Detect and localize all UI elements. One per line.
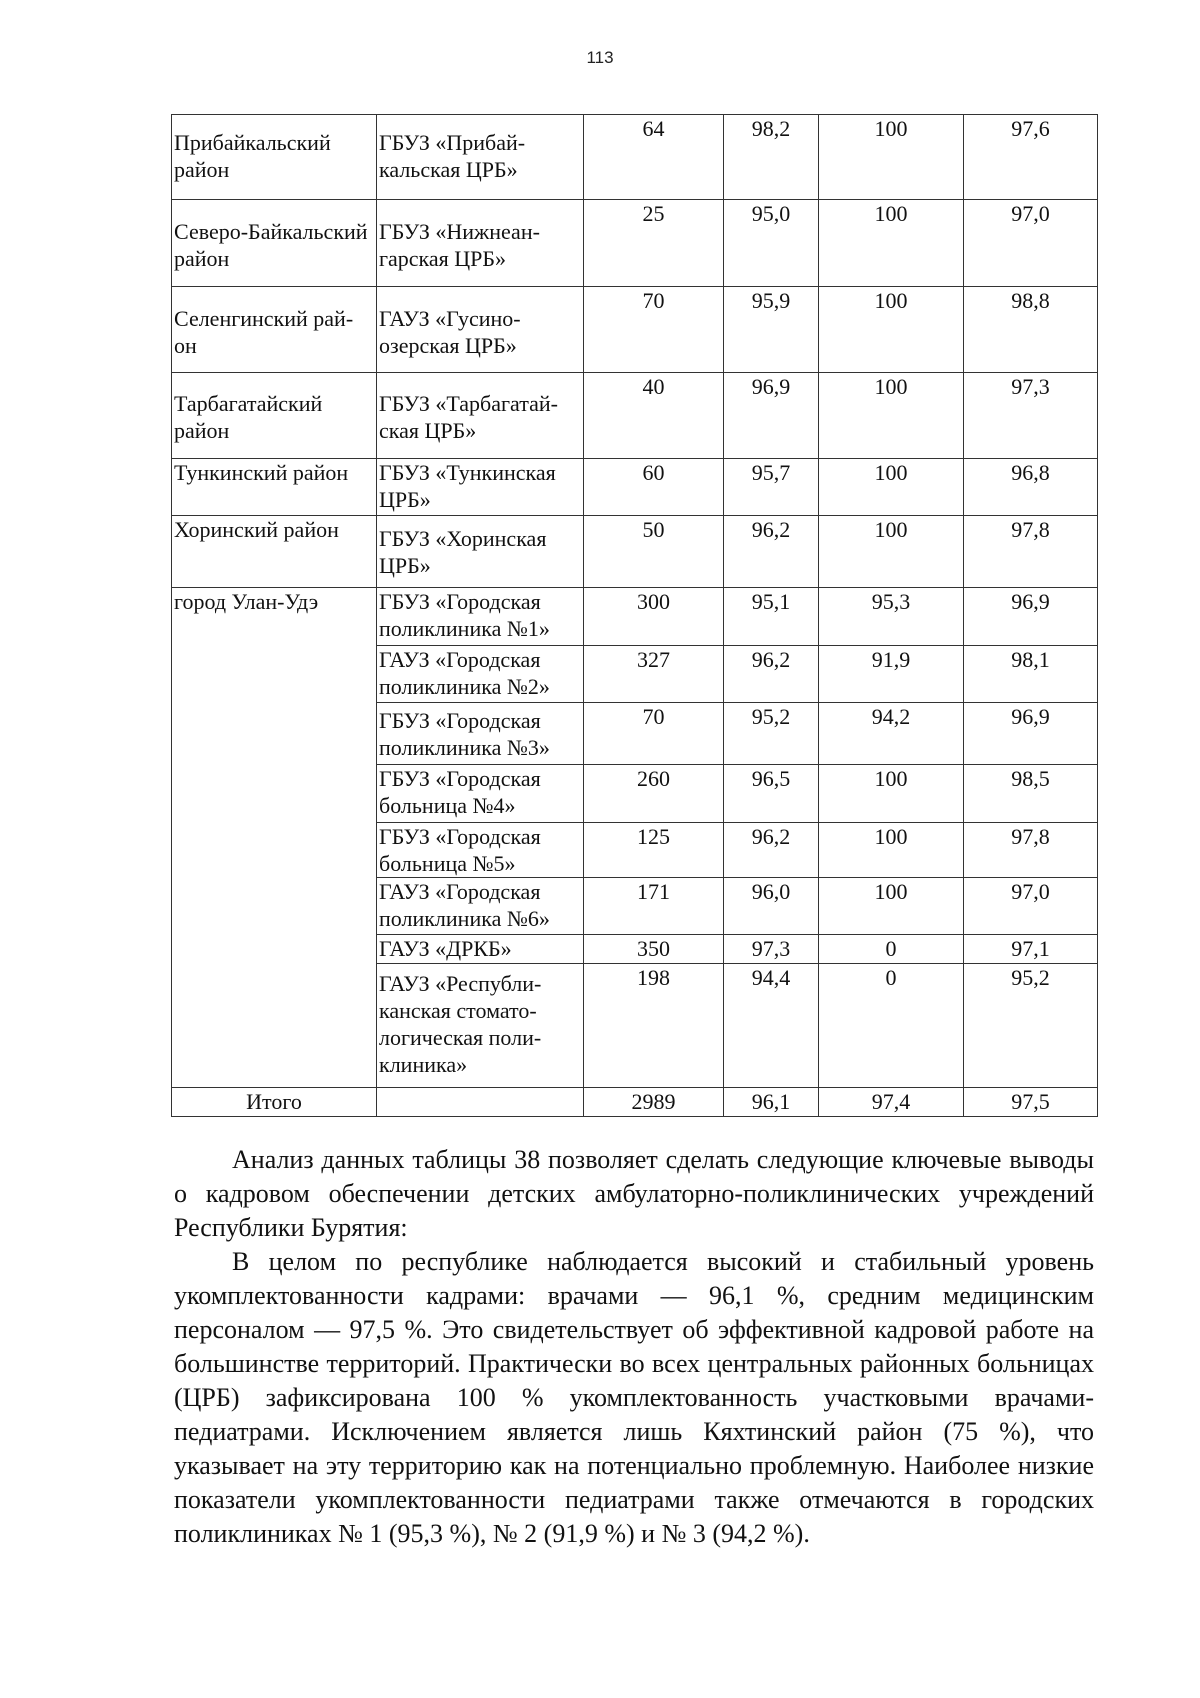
value-cell: 96,2: [724, 516, 819, 588]
district-cell: Тарбагатайский район: [172, 373, 377, 459]
value-cell: 100: [819, 878, 964, 935]
value-cell: 171: [584, 878, 724, 935]
table-row: [172, 459, 1098, 516]
table-row: [172, 588, 1098, 646]
value-cell: 0: [819, 935, 964, 964]
value-cell: 96,0: [724, 878, 819, 935]
value-cell: 100: [819, 373, 964, 459]
value-cell: 98,1: [964, 646, 1098, 703]
paragraph: Анализ данных таблицы 38 позволяет сделать следующие ключевые выводы о кадровом обеспечении детских амбулаторно-поликлинических учреждений Республики Бурятия:: [174, 1145, 1094, 1242]
value-cell: 100: [819, 200, 964, 287]
value-cell: 100: [819, 823, 964, 878]
value-cell: 97,6: [964, 115, 1098, 200]
value-cell: 327: [584, 646, 724, 703]
value-cell: 97,8: [964, 516, 1098, 588]
organization-cell: ГБУЗ «Городская поликлиника №1»: [377, 588, 584, 646]
value-cell: 96,8: [964, 459, 1098, 516]
district-cell: Прибайкальский район: [172, 115, 377, 200]
value-cell: 98,2: [724, 115, 819, 200]
value-cell: 97,0: [964, 200, 1098, 287]
organization-cell: ГАУЗ «Городская поликлиника №2»: [377, 646, 584, 703]
total-value-cell: 97,4: [819, 1088, 964, 1117]
organization-cell: ГАУЗ «Гусино-озерская ЦРБ»: [377, 287, 584, 373]
value-cell: 70: [584, 703, 724, 765]
value-cell: 97,0: [964, 878, 1098, 935]
total-value-cell: 97,5: [964, 1088, 1098, 1117]
organization-cell: ГБУЗ «Городская больница №4»: [377, 765, 584, 823]
table-row: [172, 516, 1098, 588]
value-cell: 70: [584, 287, 724, 373]
value-cell: 97,1: [964, 935, 1098, 964]
value-cell: 95,0: [724, 200, 819, 287]
value-cell: 25: [584, 200, 724, 287]
table-row: [172, 200, 1098, 287]
organization-cell: ГБУЗ «Тарбагатай-ская ЦРБ»: [377, 373, 584, 459]
value-cell: 0: [819, 964, 964, 1088]
value-cell: 97,8: [964, 823, 1098, 878]
value-cell: 95,2: [964, 964, 1098, 1088]
value-cell: 96,9: [964, 703, 1098, 765]
organization-cell: ГБУЗ «Прибай-кальская ЦРБ»: [377, 115, 584, 200]
value-cell: 100: [819, 516, 964, 588]
value-cell: 98,5: [964, 765, 1098, 823]
organization-cell: ГАУЗ «Республи-канская стомато-логическая поли-клиника»: [377, 964, 584, 1088]
organization-cell: ГБУЗ «Хоринская ЦРБ»: [377, 516, 584, 588]
organization-cell: ГАУЗ «ДРКБ»: [377, 935, 584, 964]
value-cell: 260: [584, 765, 724, 823]
organization-cell: ГБУЗ «Городская поликлиника №3»: [377, 703, 584, 765]
value-cell: 64: [584, 115, 724, 200]
value-cell: 95,7: [724, 459, 819, 516]
district-cell: Хоринский район: [172, 516, 377, 588]
value-cell: 96,5: [724, 765, 819, 823]
total-value-cell: 2989: [584, 1088, 724, 1117]
value-cell: 100: [819, 115, 964, 200]
table-row: [172, 373, 1098, 459]
staffing-table: [171, 114, 1098, 1117]
paragraph: В целом по республике наблюдается высокий и стабильный уровень укомплектованности кадрами: врачами — 96,1 %, средним медицинским персоналом — 97,5 %. Это свидетельствует об эффективной кадровой работе на большинстве территорий. Практически во всех центральных районных больницах (ЦРБ) зафиксирована 100 % укомплектованность участковыми врачами-педиатрами. Исключением является лишь Кяхтинский район (75 %), что указывает на эту территорию как на потенциально проблемную. Наиболее низкие показатели укомплектованности педиатрами также отмечаются в городских поликлиниках № 1 (95,3 %), № 2 (91,9 %) и № 3 (94,2 %).: [174, 1247, 1094, 1548]
value-cell: 97,3: [964, 373, 1098, 459]
value-cell: 91,9: [819, 646, 964, 703]
value-cell: 100: [819, 287, 964, 373]
district-cell: Тункинский район: [172, 459, 377, 516]
total-value-cell: 96,1: [724, 1088, 819, 1117]
value-cell: 350: [584, 935, 724, 964]
value-cell: 95,9: [724, 287, 819, 373]
page-number: 113: [586, 48, 614, 67]
value-cell: 96,2: [724, 823, 819, 878]
value-cell: 98,8: [964, 287, 1098, 373]
organization-cell: [377, 1088, 584, 1117]
organization-cell: ГБУЗ «Городская больница №5»: [377, 823, 584, 878]
value-cell: 94,2: [819, 703, 964, 765]
total-row: [172, 1088, 1098, 1117]
table-row: [172, 115, 1098, 200]
value-cell: 40: [584, 373, 724, 459]
value-cell: 60: [584, 459, 724, 516]
body-text: [174, 1143, 1094, 1551]
organization-cell: ГБУЗ «Нижнеан-гарская ЦРБ»: [377, 200, 584, 287]
district-cell: Северо-Байкальский район: [172, 200, 377, 287]
value-cell: 96,9: [964, 588, 1098, 646]
district-cell: Селенгинский рай-он: [172, 287, 377, 373]
value-cell: 95,1: [724, 588, 819, 646]
value-cell: 94,4: [724, 964, 819, 1088]
organization-cell: ГАУЗ «Городская поликлиника №6»: [377, 878, 584, 935]
value-cell: 95,3: [819, 588, 964, 646]
value-cell: 198: [584, 964, 724, 1088]
value-cell: 100: [819, 765, 964, 823]
organization-cell: ГБУЗ «Тункинская ЦРБ»: [377, 459, 584, 516]
value-cell: 300: [584, 588, 724, 646]
value-cell: 97,3: [724, 935, 819, 964]
value-cell: 96,2: [724, 646, 819, 703]
value-cell: 100: [819, 459, 964, 516]
value-cell: 96,9: [724, 373, 819, 459]
value-cell: 95,2: [724, 703, 819, 765]
value-cell: 125: [584, 823, 724, 878]
city-district-cell: город Улан-Удэ: [172, 588, 377, 1088]
value-cell: 50: [584, 516, 724, 588]
table-row: [172, 287, 1098, 373]
total-label: Итого: [172, 1088, 377, 1117]
